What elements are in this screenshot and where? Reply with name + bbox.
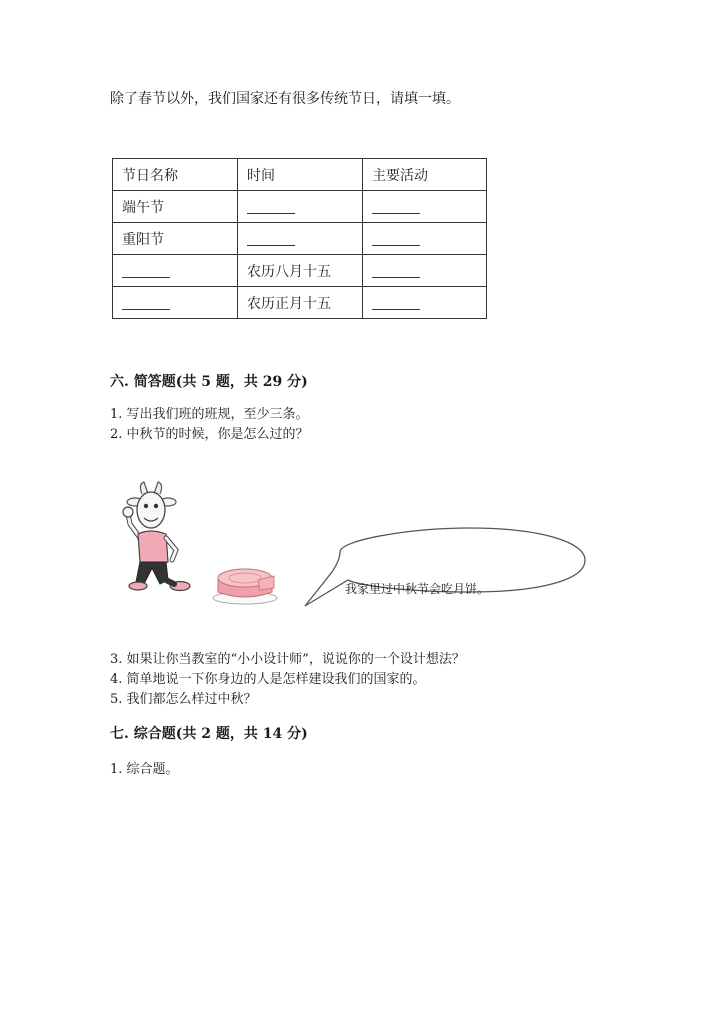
question-3: 3. 如果让你当教室的“小小设计师”，说说你的一个设计想法？ bbox=[110, 652, 465, 667]
cell-activity-blank[interactable] bbox=[363, 223, 487, 255]
intro-text: 除了春节以外，我们国家还有很多传统节日，请填一填。 bbox=[110, 91, 460, 107]
cell-festival-name-blank[interactable] bbox=[113, 287, 238, 319]
question-1: 1. 写出我们班的班规，至少三条。 bbox=[110, 407, 309, 422]
cell-activity-blank[interactable] bbox=[363, 287, 487, 319]
cell-festival-name-blank[interactable] bbox=[113, 255, 238, 287]
table-row bbox=[113, 191, 487, 223]
mooncake-icon bbox=[213, 569, 277, 604]
header-time: 时间 bbox=[238, 159, 363, 191]
cartoon-goat-icon bbox=[123, 482, 190, 591]
question-2: 2. 中秋节的时候，你是怎么过的？ bbox=[110, 427, 309, 442]
section-7-title: 七. 综合题(共 2 题，共 14 分) bbox=[110, 726, 308, 742]
cell-time-blank[interactable] bbox=[238, 191, 363, 223]
festival-table bbox=[112, 158, 487, 319]
table-header-row bbox=[113, 159, 487, 191]
question-5: 5. 我们都怎么样过中秋？ bbox=[110, 692, 257, 707]
cell-festival-name: 重阳节 bbox=[113, 223, 238, 255]
cell-time: 农历正月十五 bbox=[238, 287, 363, 319]
blank-line bbox=[247, 231, 295, 246]
table-row bbox=[113, 223, 487, 255]
question-7-1: 1. 综合题。 bbox=[110, 762, 179, 777]
blank-line bbox=[122, 295, 170, 310]
header-festival-name: 节日名称 bbox=[113, 159, 238, 191]
cell-time: 农历八月十五 bbox=[238, 255, 363, 287]
blank-line bbox=[372, 295, 420, 310]
blank-line bbox=[247, 199, 295, 214]
table-row bbox=[113, 255, 487, 287]
cell-activity-blank[interactable] bbox=[363, 191, 487, 223]
blank-line bbox=[372, 199, 420, 214]
cell-activity-blank[interactable] bbox=[363, 255, 487, 287]
section-6-title: 六. 简答题(共 5 题，共 29 分) bbox=[110, 374, 308, 390]
question-4: 4. 简单地说一下你身边的人是怎样建设我们的国家的。 bbox=[110, 672, 426, 687]
blank-line bbox=[372, 263, 420, 278]
cell-time-blank[interactable] bbox=[238, 223, 363, 255]
header-activity: 主要活动 bbox=[363, 159, 487, 191]
blank-line bbox=[122, 263, 170, 278]
speech-bubble-text: 我家里过中秋节会吃月饼。 bbox=[345, 582, 490, 596]
blank-line bbox=[372, 231, 420, 246]
table-row bbox=[113, 287, 487, 319]
cell-festival-name: 端午节 bbox=[113, 191, 238, 223]
